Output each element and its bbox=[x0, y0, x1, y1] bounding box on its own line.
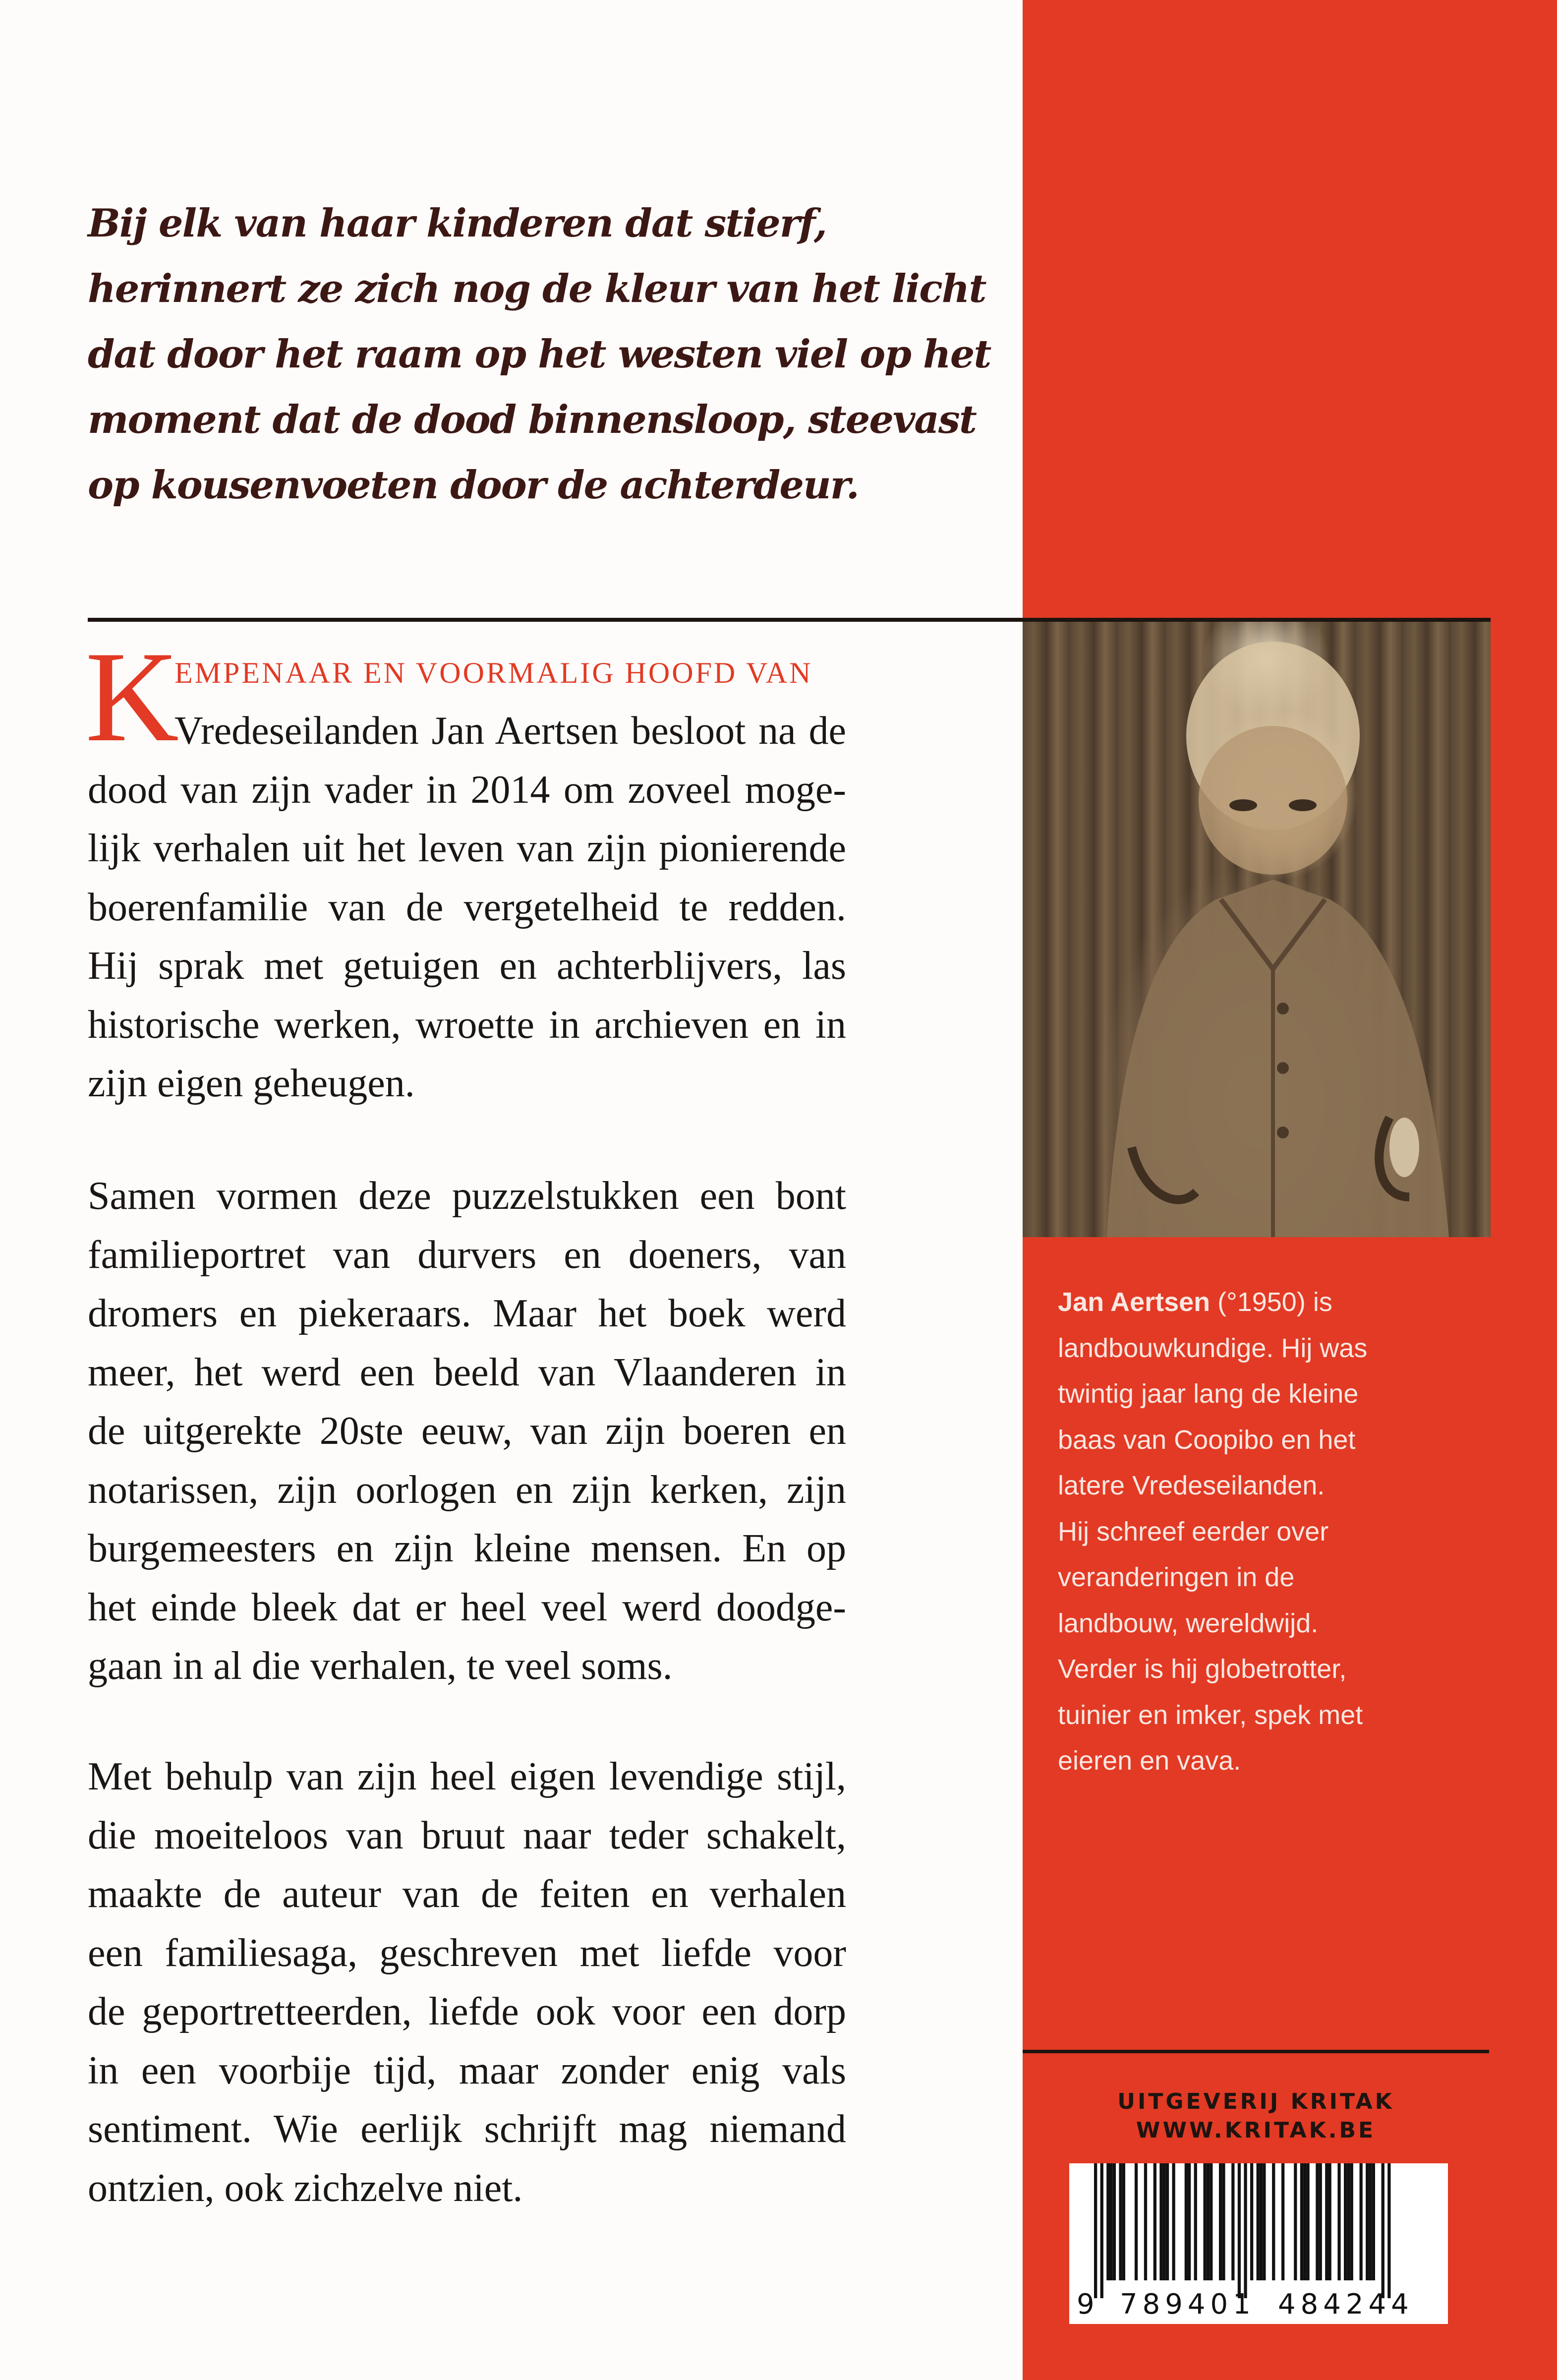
bio-first-line bbox=[1058, 1279, 1484, 1325]
portrait-photo-icon bbox=[1023, 622, 1491, 1237]
author-bio bbox=[1058, 1279, 1484, 1784]
bio-line: eieren en vava. bbox=[1058, 1746, 1241, 1776]
barcode-bar bbox=[1366, 2163, 1369, 2280]
bottom-divider-rule bbox=[1023, 2050, 1489, 2053]
barcode-guard-bar bbox=[1382, 2163, 1384, 2298]
author-name: Jan Aertsen bbox=[1058, 1287, 1211, 1317]
barcode-guard-bar bbox=[1238, 2163, 1241, 2298]
text-line: lijk verhalen uit het leven van zijn pionierende bbox=[88, 827, 846, 870]
photo-jacket bbox=[1107, 880, 1449, 1237]
barcode-bar bbox=[1350, 2163, 1353, 2280]
photo-button bbox=[1277, 1062, 1289, 1074]
text-line: sentiment. Wie eerlijk schrijft mag niemand bbox=[88, 2107, 846, 2151]
text-line: Hij sprak met getuigen en achterblijvers, las bbox=[88, 944, 846, 988]
isbn-digits-prefix: 9 bbox=[1077, 2288, 1099, 2320]
blurb-paragraph-2 bbox=[88, 1167, 846, 1696]
blurb-paragraph-3 bbox=[88, 1747, 846, 2217]
barcode-bar bbox=[1163, 2163, 1166, 2280]
author-portrait-photo bbox=[1023, 622, 1491, 1237]
text-line: familieportret van durvers en doeners, van bbox=[88, 1233, 846, 1277]
quote-line: op kousenvoeten door de achterdeur. bbox=[88, 463, 859, 508]
photo-eye bbox=[1229, 799, 1257, 811]
text-line: Vredeseilanden Jan Aertsen besloot na de bbox=[174, 709, 846, 753]
barcode-guard-bar bbox=[1094, 2163, 1097, 2298]
bio-line: veranderingen in de bbox=[1058, 1562, 1295, 1592]
text-line: boerenfamilie van de vergetelheid te redden. bbox=[88, 885, 846, 929]
isbn-digits-left: 789401 bbox=[1120, 2288, 1256, 2320]
text-line: zijn eigen geheugen. bbox=[88, 1062, 415, 1105]
barcode-bar bbox=[1369, 2163, 1372, 2280]
barcode-bar bbox=[1113, 2163, 1116, 2280]
barcode-guard-bar bbox=[1100, 2163, 1103, 2298]
text-line: die moeiteloos van bruut naar teder schakelt, bbox=[88, 1813, 846, 1857]
barcode-bar bbox=[1110, 2163, 1113, 2280]
text-line: de uitgerekte 20ste eeuw, van zijn boeren en bbox=[88, 1409, 846, 1453]
text-line: Met behulp van zijn heel eigen levendige stijl, bbox=[88, 1755, 846, 1798]
text-line: in een voorbije tijd, maar zonder enig vals bbox=[88, 2048, 846, 2092]
publisher-website: WWW.KRITAK.BE bbox=[1136, 2118, 1376, 2143]
text-line: maakte de auteur van de feiten en verhalen bbox=[88, 1872, 846, 1916]
barcode-bar bbox=[1231, 2163, 1234, 2280]
blurb-paragraph-1 bbox=[88, 702, 846, 1113]
barcode-bar bbox=[1306, 2163, 1309, 2280]
barcode-bar bbox=[1222, 2163, 1225, 2280]
text-line: dood van zijn vader in 2014 om zoveel moge- bbox=[88, 768, 846, 812]
barcode-bar bbox=[1204, 2163, 1207, 2280]
barcode-bar bbox=[1188, 2163, 1191, 2280]
bio-birth-year: (°1950) is bbox=[1210, 1287, 1332, 1317]
text-line: burgemeesters en zijn kleine mensen. En op bbox=[88, 1527, 846, 1570]
pull-quote bbox=[88, 191, 991, 518]
bio-line: baas van Coopibo en het bbox=[1058, 1425, 1356, 1455]
barcode-bar bbox=[1210, 2163, 1212, 2280]
barcode-bar bbox=[1153, 2163, 1156, 2280]
text-line: het einde bleek dat er heel veel werd doodge- bbox=[88, 1585, 846, 1629]
barcode-bar bbox=[1194, 2163, 1197, 2280]
barcode-bar bbox=[1119, 2163, 1122, 2280]
barcode-bar bbox=[1250, 2163, 1253, 2280]
barcode-bar bbox=[1319, 2163, 1322, 2280]
barcode-bar bbox=[1207, 2163, 1210, 2280]
barcode-bar bbox=[1294, 2163, 1297, 2280]
barcode-bar bbox=[1135, 2163, 1138, 2280]
barcode-bar bbox=[1316, 2163, 1319, 2280]
barcode-bar bbox=[1260, 2163, 1263, 2280]
barcode-bar bbox=[1144, 2163, 1147, 2280]
barcode-bar bbox=[1347, 2163, 1350, 2280]
barcode-bar bbox=[1372, 2163, 1375, 2280]
bio-line: Verder is hij globetrotter, bbox=[1058, 1654, 1347, 1684]
photo-button bbox=[1277, 1003, 1289, 1014]
barcode-bar bbox=[1360, 2163, 1363, 2280]
quote-line: moment dat de dood binnensloop, steevast bbox=[88, 397, 976, 442]
barcode-bar bbox=[1281, 2163, 1284, 2280]
text-line: gaan in al die verhalen, te veel soms. bbox=[88, 1644, 673, 1688]
barcode-bar bbox=[1185, 2163, 1188, 2280]
isbn-digits-right: 484244 bbox=[1278, 2288, 1414, 2320]
publisher-name: UITGEVERIJ KRITAK bbox=[1117, 2089, 1394, 2114]
barcode-guard-bar bbox=[1244, 2163, 1247, 2298]
barcode-bar bbox=[1300, 2163, 1303, 2280]
publisher-block bbox=[1023, 2087, 1489, 2145]
quote-line: herinnert ze zich nog de kleur van het licht bbox=[88, 266, 986, 311]
barcode-bar bbox=[1263, 2163, 1266, 2280]
text-line: notarissen, zijn oorlogen en zijn kerken, zijn bbox=[88, 1468, 846, 1512]
bio-line: Hij schreef eerder over bbox=[1058, 1516, 1329, 1547]
barcode-bar bbox=[1159, 2163, 1162, 2280]
text-line: Samen vormen deze puzzelstukken een bont bbox=[88, 1174, 846, 1218]
barcode-bar bbox=[1166, 2163, 1169, 2280]
barcode-bar bbox=[1337, 2163, 1340, 2280]
photo-eye bbox=[1289, 799, 1317, 811]
lead-in-small-caps: EMPENAAR EN VOORMALIG HOOFD VAN bbox=[174, 656, 813, 689]
bio-line: landbouw, wereldwijd. bbox=[1058, 1608, 1319, 1638]
text-line: een familiesaga, geschreven met liefde voor bbox=[88, 1931, 846, 1975]
barcode-bar bbox=[1272, 2163, 1275, 2280]
barcode-guard-bar bbox=[1387, 2163, 1390, 2298]
top-divider-rule bbox=[88, 618, 1491, 622]
bio-line: tuinier en imker, spek met bbox=[1058, 1700, 1363, 1730]
barcode-bar bbox=[1106, 2163, 1109, 2280]
bio-line: twintig jaar lang de kleine bbox=[1058, 1379, 1359, 1409]
drop-cap: K bbox=[85, 625, 179, 769]
barcode-bar bbox=[1303, 2163, 1306, 2280]
photo-face bbox=[1199, 726, 1347, 875]
bio-line: landbouwkundige. Hij was bbox=[1058, 1333, 1368, 1363]
barcode-bar bbox=[1325, 2163, 1328, 2280]
text-line: de geportretteerden, liefde ook voor een dorp bbox=[88, 1990, 846, 2033]
barcode-bar bbox=[1257, 2163, 1260, 2280]
text-line: meer, het werd een beeld van Vlaanderen in bbox=[88, 1350, 846, 1394]
barcode-bar bbox=[1344, 2163, 1347, 2280]
photo-hand-highlight bbox=[1389, 1118, 1419, 1177]
barcode-bar bbox=[1122, 2163, 1125, 2280]
photo-button bbox=[1277, 1127, 1289, 1138]
barcode-bar bbox=[1328, 2163, 1331, 2280]
text-line: historische werken, wroette in archieven en in bbox=[88, 1003, 846, 1047]
text-line: dromers en piekeraars. Maar het boek werd bbox=[88, 1292, 846, 1335]
bio-line: latere Vredeseilanden. bbox=[1058, 1471, 1325, 1500]
text-line: ontzien, ook zichzelve niet. bbox=[88, 2166, 523, 2210]
barcode-bar bbox=[1172, 2163, 1175, 2280]
quote-line: Bij elk van haar kinderen dat stierf, bbox=[88, 201, 826, 246]
barcode-bar bbox=[1219, 2163, 1222, 2280]
quote-line: dat door het raam op het westen viel op het bbox=[88, 332, 991, 377]
